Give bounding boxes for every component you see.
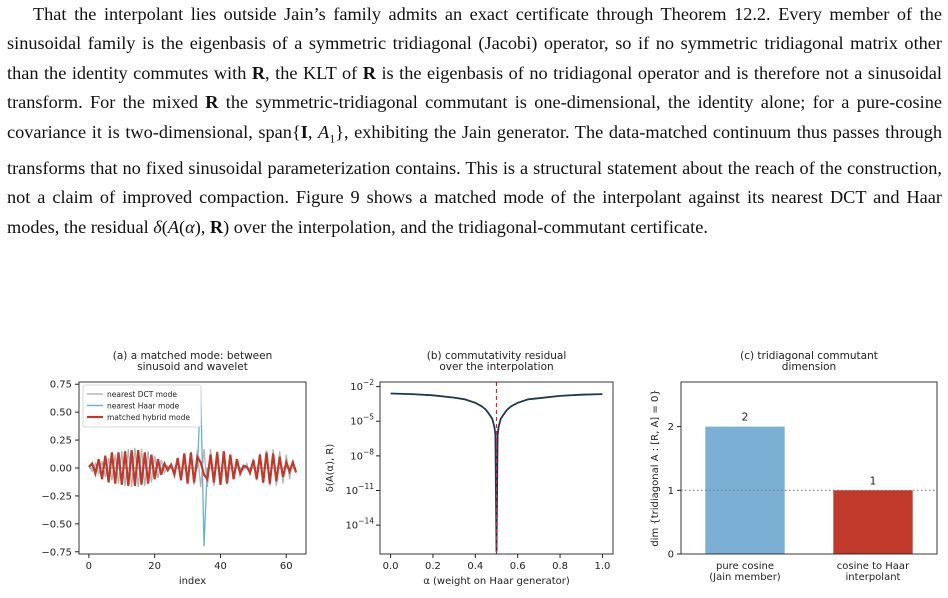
- identity-symbol: I: [300, 121, 308, 142]
- y-tick-label: 0: [667, 549, 674, 561]
- y-tick-label: 0.00: [49, 463, 72, 475]
- panel-c-ylabel: dim {tridiagonal A : [R, A] = 0}: [650, 389, 661, 547]
- legend-label: nearest Haar mode: [107, 401, 180, 411]
- x-tick-label: 0.4: [467, 561, 484, 572]
- paragraph-segment: That the interpolant lies outside Jain’s family admits an exact certificate through Theorem 12.2. Every member of the sinusoidal family is the eigenbasis of a symmetric tridiagonal (Jacobi) operator, so if no symmetric tridiagonal matrix other than the identity commutes with: [7, 4, 942, 83]
- x-category-label: interpolant: [845, 572, 901, 583]
- paragraph-segment: , the KLT of: [265, 62, 363, 83]
- panel-a-xlabel: index: [178, 576, 207, 587]
- y-tick-label: 0.75: [49, 379, 72, 391]
- paragraph-segment: over the interpolation, and the tridiagonal-commutant certificate.: [229, 216, 708, 237]
- y-tick-label: 0.50: [49, 407, 72, 419]
- x-tick-label: 0.6: [509, 561, 526, 572]
- y-tick-label: 2: [667, 422, 674, 434]
- y-tick-label: −0.50: [41, 519, 72, 531]
- x-tick-label: 40: [214, 561, 227, 572]
- x-tick-label: 0: [85, 561, 93, 572]
- y-tick-label: 1: [667, 485, 674, 497]
- x-tick-label: 60: [279, 561, 293, 572]
- x-tick-label: 1.0: [594, 561, 611, 572]
- bar-1: [833, 490, 912, 554]
- panel-b-title: (b) commutativity residual: [426, 350, 567, 362]
- matrix-symbol: R: [362, 62, 376, 83]
- y-tick-label: $10^{-2}$: [350, 378, 374, 394]
- panel-a-title: (a) a matched mode: between: [112, 350, 273, 362]
- paragraph-segment: , exhibiting the Jain generator. The data-matched continuum thus passes through transforms that no fixed sinusoidal parameterization contains. This is a structural statement about the reach of the construction, not a claim of improved compaction. Figure 9 shows a matched mode of the interpolant against its nearest DCT and Haar modes, the residual: [7, 121, 943, 237]
- panel-c-title: dimension: [781, 361, 837, 373]
- figure-9: [0, 340, 948, 598]
- panel-b-ylabel: δ(A(α), R): [325, 443, 336, 493]
- paragraph-segment: is the eigenbasis of no tridiagonal operator and is therefore not a sinusoidal transform. For the mixed: [7, 62, 943, 113]
- y-tick-label: $10^{-5}$: [350, 412, 374, 428]
- x-tick-label: 0.8: [552, 561, 568, 572]
- y-tick-label: −0.75: [41, 547, 72, 559]
- y-tick-label: $10^{-8}$: [350, 447, 374, 463]
- series-line-2: [89, 450, 296, 486]
- bar-data-label: 1: [869, 475, 877, 488]
- legend-label: matched hybrid mode: [107, 413, 191, 422]
- x-tick-label: 0.0: [382, 561, 399, 572]
- delta-symbol: δ: [153, 216, 162, 237]
- paragraph-segment: the symmetric-tridiagonal commutant is one-dimensional, the identity alone; for a pure-cosine covariance it is two-dimensional,: [7, 92, 942, 142]
- alpha-symbol: α: [185, 216, 195, 237]
- paragraph-text: That the interpolant lies outside Jain’s family admits an exact certificate through Theorem 12.2. Every member of the sinusoidal family is the eigenbasis of a symmetric tridiagonal (Jacobi) operator, so if no symmetric tridiagonal matrix other than the identity commutes with R, the KLT of R is the eigenbasis of no tridiagonal operator and is therefore not a sinusoidal transform. For the mixed R the symmetric-tridiagonal commutant is one-dimensional, the identity alone; for a pure-cosine covariance it is two-dimensional, span{I, $A_1$}, exhibiting the Jain generator. The data-matched continuum thus passes through transforms that no fixed sinusoidal parameterization contains. This is a structural statement about the reach of the construction, not a claim of improved compaction. Figure 9 shows a matched mode of the interpolant against its nearest DCT and Haar modes, the residual δ(A(α), R) over the interpolation, and the tridiagonal-commutant certificate.: [7, 4, 943, 237]
- bar-data-label: 2: [741, 411, 749, 424]
- generator-subscript: 1: [329, 131, 336, 146]
- panel-b-title: over the interpolation: [439, 361, 554, 373]
- x-category-label: cosine to Haar: [836, 561, 910, 572]
- x-category-label: pure cosine: [715, 561, 775, 572]
- matrix-symbol: R: [251, 62, 266, 83]
- matrix-symbol: R: [209, 216, 224, 237]
- y-tick-label: $10^{-11}$: [345, 482, 374, 498]
- a-symbol: A: [167, 216, 179, 237]
- panel-a-title: sinusoid and wavelet: [137, 361, 248, 373]
- x-tick-label: 20: [148, 561, 162, 572]
- y-tick-label: −0.25: [41, 491, 72, 503]
- x-tick-label: 0.2: [425, 561, 441, 572]
- legend-label: nearest DCT mode: [107, 390, 177, 399]
- y-tick-label: $10^{-14}$: [345, 516, 374, 532]
- body-paragraph: [7, 0, 942, 242]
- span-operator: span: [258, 121, 292, 142]
- panel-b-xlabel: α (weight on Haar generator): [423, 576, 570, 587]
- generator-symbol: A: [318, 121, 330, 142]
- x-category-label: (Jain member): [709, 572, 781, 583]
- panel-c-title: (c) tridiagonal commutant: [740, 350, 878, 362]
- matrix-symbol: R: [205, 92, 219, 113]
- y-tick-label: 0.25: [49, 435, 72, 447]
